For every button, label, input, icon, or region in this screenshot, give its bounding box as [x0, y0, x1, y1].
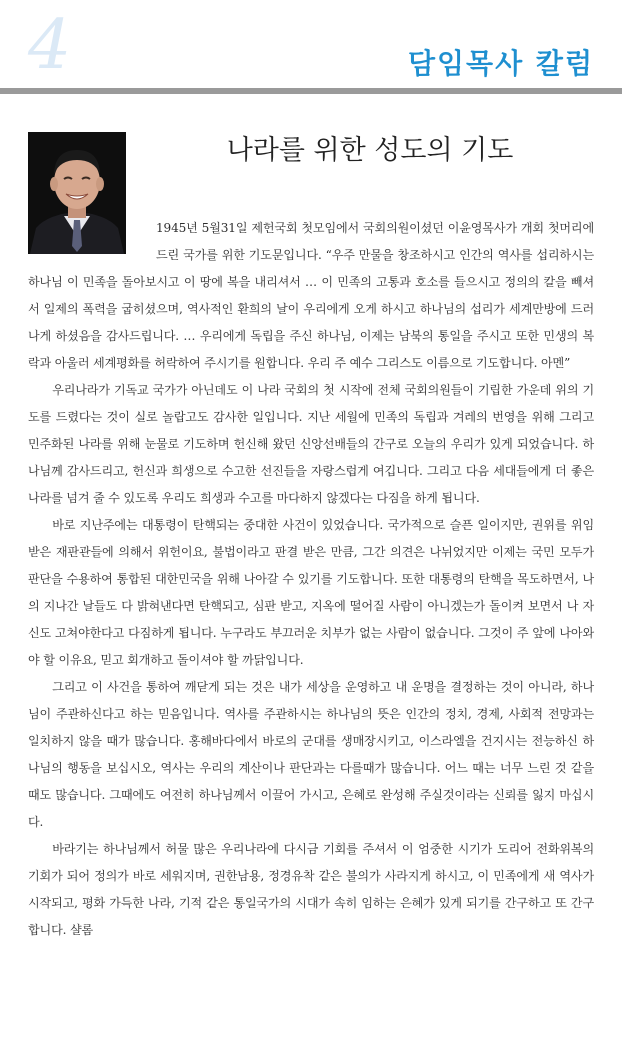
paragraph-2: 우리나라가 기독교 국가가 아닌데도 이 나라 국회의 첫 시작에 전체 국회의원들이 기립한 가운데 위의 기도를 드렸다는 것이 실로 놀랍고도 감사한 일입니다. 지난 세월에 민족의 독립과 겨레의 번영을 위해 그리고 민주화된 나라를 위해 눈물로 기도하며 헌신해 왔던 신앙선배들의 간구로 오늘의 우리가 있게 되었습니다. 하나님께 감사드리고, 헌신과 희생으로 수고한 선진들을 자랑스럽게 여깁니다. 그리고 다음 세대들에게 더 좋은 나라를 넘겨 줄 수 있도록 우리도 희생과 수고를 마다하지 않겠다는 다짐을 하게 됩니다.: [28, 383, 594, 505]
paragraph-4: 그리고 이 사건을 통하여 깨닫게 되는 것은 내가 세상을 운영하고 내 운명을 결정하는 것이 아니라, 하나님이 주관하신다고 하는 믿음입니다. 역사를 주관하시는 하나님의 뜻은 인간의 정치, 경제, 사회적 전망과는 일치하지 않을 때가 많습니다. 홍해바다에서 바로의 군대를 생매장시키고, 이스라엘을 건지시는 전능하신 하나님의 행동을 보십시오, 역사는 우리의 계산이나 판단과는 다를때가 많습니다. 어느 때는 너무 느린 것 같을 때도 많습니다. 그때에도 여전히 하나님께서 이끌어 가시고, 은혜로 완성해 주실것이라는 신뢰를 잃지 마십시다.: [28, 680, 594, 829]
header-divider: [0, 88, 622, 94]
paragraph-1: 1945년 5월31일 제헌국회 첫모임에서 국회의원이셨던 이윤영목사가 개회 첫머리에 드린 국가를 위한 기도문입니다. “우주 만물을 창조하시고 인간의 역사를 섭리하시는 하나님 이 민족을 돌아보시고 이 땅에 복을 내리셔서 … 이 민족의 고통과 호소를 들으시고 정의의 칼을 빼셔서 일제의 폭력을 굽히셨으며, 역사적인 환희의 날이 우리에게 오게 하시고 하나님의 섭리가 세계만방에 드러나게 하셨음을 감사드립니다. … 우리에게 독립을 주신 하나님, 이제는 남북의 통일을 주시고 또한 민생의 복락과 아울러 세계평화를 허락하여 주시기를 원합니다. 우리 주 예수 그리스도 이름으로 기도합니다. 아멘”: [28, 221, 594, 370]
article-title: 나라를 위한 성도의 기도: [226, 135, 514, 166]
page-number: 4: [28, 6, 72, 85]
article-body: [28, 215, 594, 944]
paragraph-5: 바라기는 하나님께서 허물 많은 우리나라에 다시금 기회를 주셔서 이 엄중한 시기가 도리어 전화위복의 기회가 되어 정의가 바로 세워지며, 권한남용, 정경유착 같은 불의가 사라지게 하시고, 이 민족에게 새 역사가 시작되고, 평화 가득한 나라, 기적 같은 통일국가의 시대가 속히 임하는 은혜가 있게 되기를 간구하고 또 간구합니다. 샬롬: [28, 842, 594, 937]
page-header: [0, 0, 640, 100]
paragraph-3: 바로 지난주에는 대통령이 탄핵되는 중대한 사건이 있었습니다. 국가적으로 슬픈 일이지만, 권위를 위임받은 재판관들에 의해서 위헌이요, 불법이라고 판결 받은 만큼, 그간 의견은 나뉘었지만 이제는 국민 모두가 판단을 수용하여 통합된 대한민국을 위해 나아갈 수 있기를 기도합니다. 또한 대통령의 탄핵을 목도하면서, 나의 지나간 날들도 다 밝혀낸다면 탄핵되고, 심판 받고, 지옥에 떨어질 사람이 아니겠는가 돌이켜 보면서 나 자신도 고쳐야한다고 다짐하게 됩니다. 누구라도 부끄러운 치부가 없는 사람이 없습니다. 그것이 주 앞에 나아와야 할 이유요, 믿고 회개하고 돌이셔야 할 까닭입니다.: [28, 518, 594, 667]
section-title: 담임목사 칼럼: [407, 47, 594, 80]
